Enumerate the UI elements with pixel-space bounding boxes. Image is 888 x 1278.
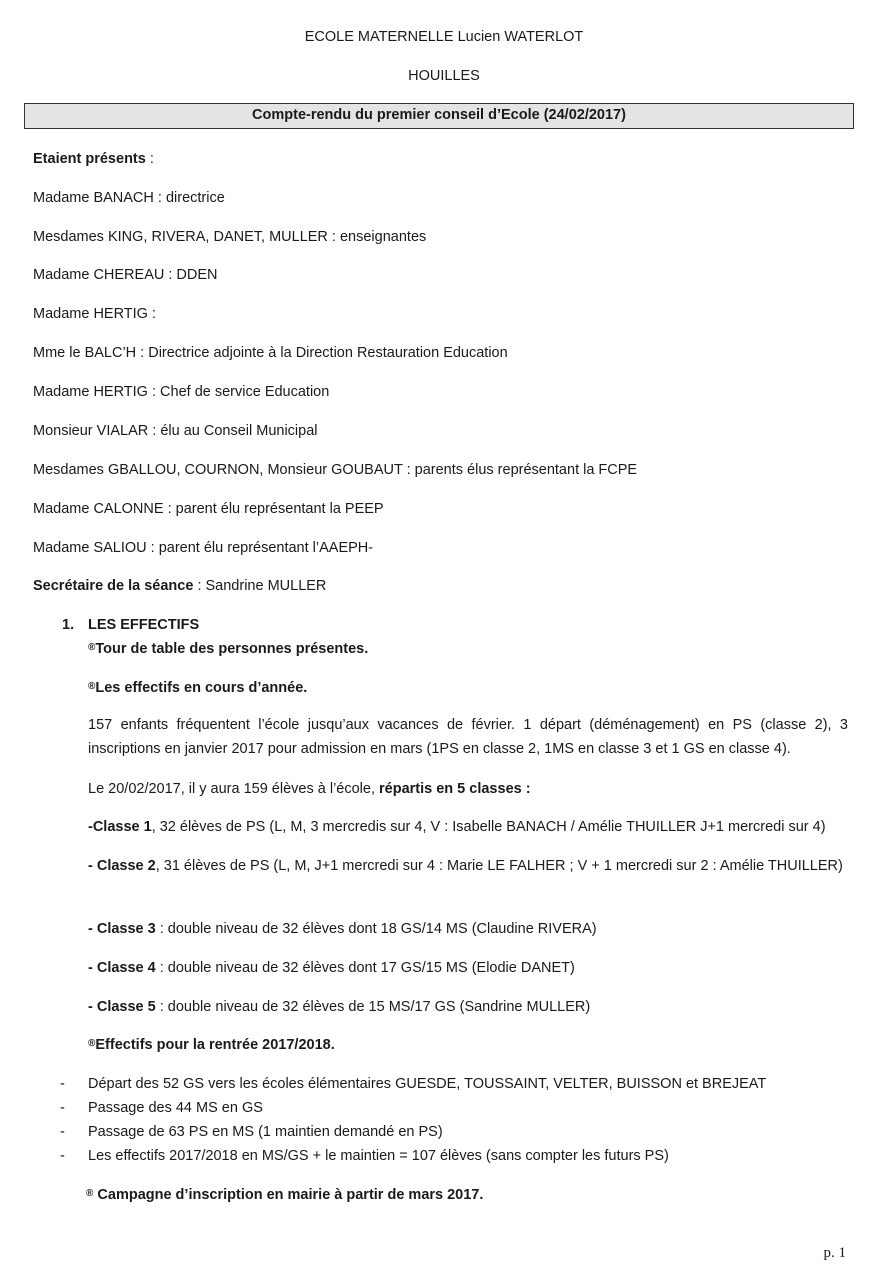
attendee-line: Madame BANACH : directrice [33,190,225,206]
paragraph-enrollment: 157 enfants fréquentent l’école jusqu’aux vacances de février. 1 départ (déménagement) en PS (classe 2), 3 inscriptions en janvier 2017 pour admission en mars (1PS en classe 2, 1MS en classe 3 et 1 GS en classe 4). [88,717,848,757]
bullet-symbol: ® [88,681,96,692]
list-marker: - [60,1148,65,1164]
attendee-line: Madame HERTIG : Chef de service Education [33,384,330,400]
attendee-line: Madame HERTIG : [33,306,157,322]
attendee-line: Madame CHEREAU : DDEN [33,267,218,283]
bullet-symbol: ® [86,1188,94,1199]
subheading-tour-de-table: ®Tour de table des personnes présentes. [88,641,369,657]
presence-label: Etaient présents [33,151,146,167]
list-item: Les effectifs 2017/2018 en MS/GS + le maintien = 107 élèves (sans compter les futurs PS) [88,1148,669,1164]
list-item: Départ des 52 GS vers les écoles élémentaires GUESDE, TOUSSAINT, VELTER, BUISSON et BREJEAT [88,1076,767,1092]
school-name: ECOLE MATERNELLE Lucien WATERLOT [304,29,584,45]
class-item: - Classe 3 : double niveau de 32 élèves dont 18 GS/14 MS (Claudine RIVERA) [88,921,597,937]
secretary-value: : Sandrine MULLER [193,578,327,594]
report-title: Compte-rendu du premier conseil d’Ecole (24/02/2017) [24,103,854,129]
class-item: - Classe 4 : double niveau de 32 élèves dont 17 GS/15 MS (Elodie DANET) [88,960,575,976]
presence-label-suffix: : [145,151,154,167]
list-item: Passage des 44 MS en GS [88,1100,263,1116]
list-marker: - [60,1124,65,1140]
attendee-line: Madame SALIOU : parent élu représentant l’AAEPH- [33,540,374,556]
attendee-line: Mesdames KING, RIVERA, DANET, MULLER : enseignantes [33,229,427,245]
page-number: p. 1 [823,1245,846,1261]
town-name: HOUILLES [408,68,480,84]
attendee-line: Mme le BALC’H : Directrice adjointe à la Direction Restauration Education [33,345,508,361]
attendee-line: Monsieur VIALAR : élu au Conseil Municipal [33,423,318,439]
subheading-effectifs-annee: ®Les effectifs en cours d’année. [88,680,308,696]
class-item: -Classe 1, 32 élèves de PS (L, M, 3 mercredis sur 4, V : Isabelle BANACH / Amélie THUILLER J+1 mercredi sur 4) [88,819,826,835]
attendee-line: Madame CALONNE : parent élu représentant la PEEP [33,501,384,517]
paragraph-classes-intro: Le 20/02/2017, il y aura 159 élèves à l’école, répartis en 5 classes : [88,781,531,797]
attendee-line: Mesdames GBALLOU, COURNON, Monsieur GOUBAUT : parents élus représentant la FCPE [33,462,638,478]
bullet-symbol: ® [88,642,96,653]
presence-heading [33,150,154,169]
list-marker: - [60,1100,65,1116]
list-item: Passage de 63 PS en MS (1 maintien demandé en PS) [88,1124,443,1140]
class-item: - Classe 5 : double niveau de 32 élèves de 15 MS/17 GS (Sandrine MULLER) [88,999,591,1015]
secretary-label: Secrétaire de la séance [33,578,194,594]
class-item: - Classe 2, 31 élèves de PS (L, M, J+1 mercredi sur 4 : Marie LE FALHER ; V + 1 mercredi sur 2 : Amélie THUILLER) [88,858,843,874]
list-marker: - [60,1076,65,1092]
section-title: LES EFFECTIFS [88,617,200,633]
subheading-campagne: ® Campagne d’inscription en mairie à partir de mars 2017. [86,1187,484,1203]
bullet-symbol: ® [88,1038,96,1049]
secretary-line [33,577,326,596]
subheading-rentree: ®Effectifs pour la rentrée 2017/2018. [88,1037,335,1053]
section-number: 1. [62,617,75,633]
